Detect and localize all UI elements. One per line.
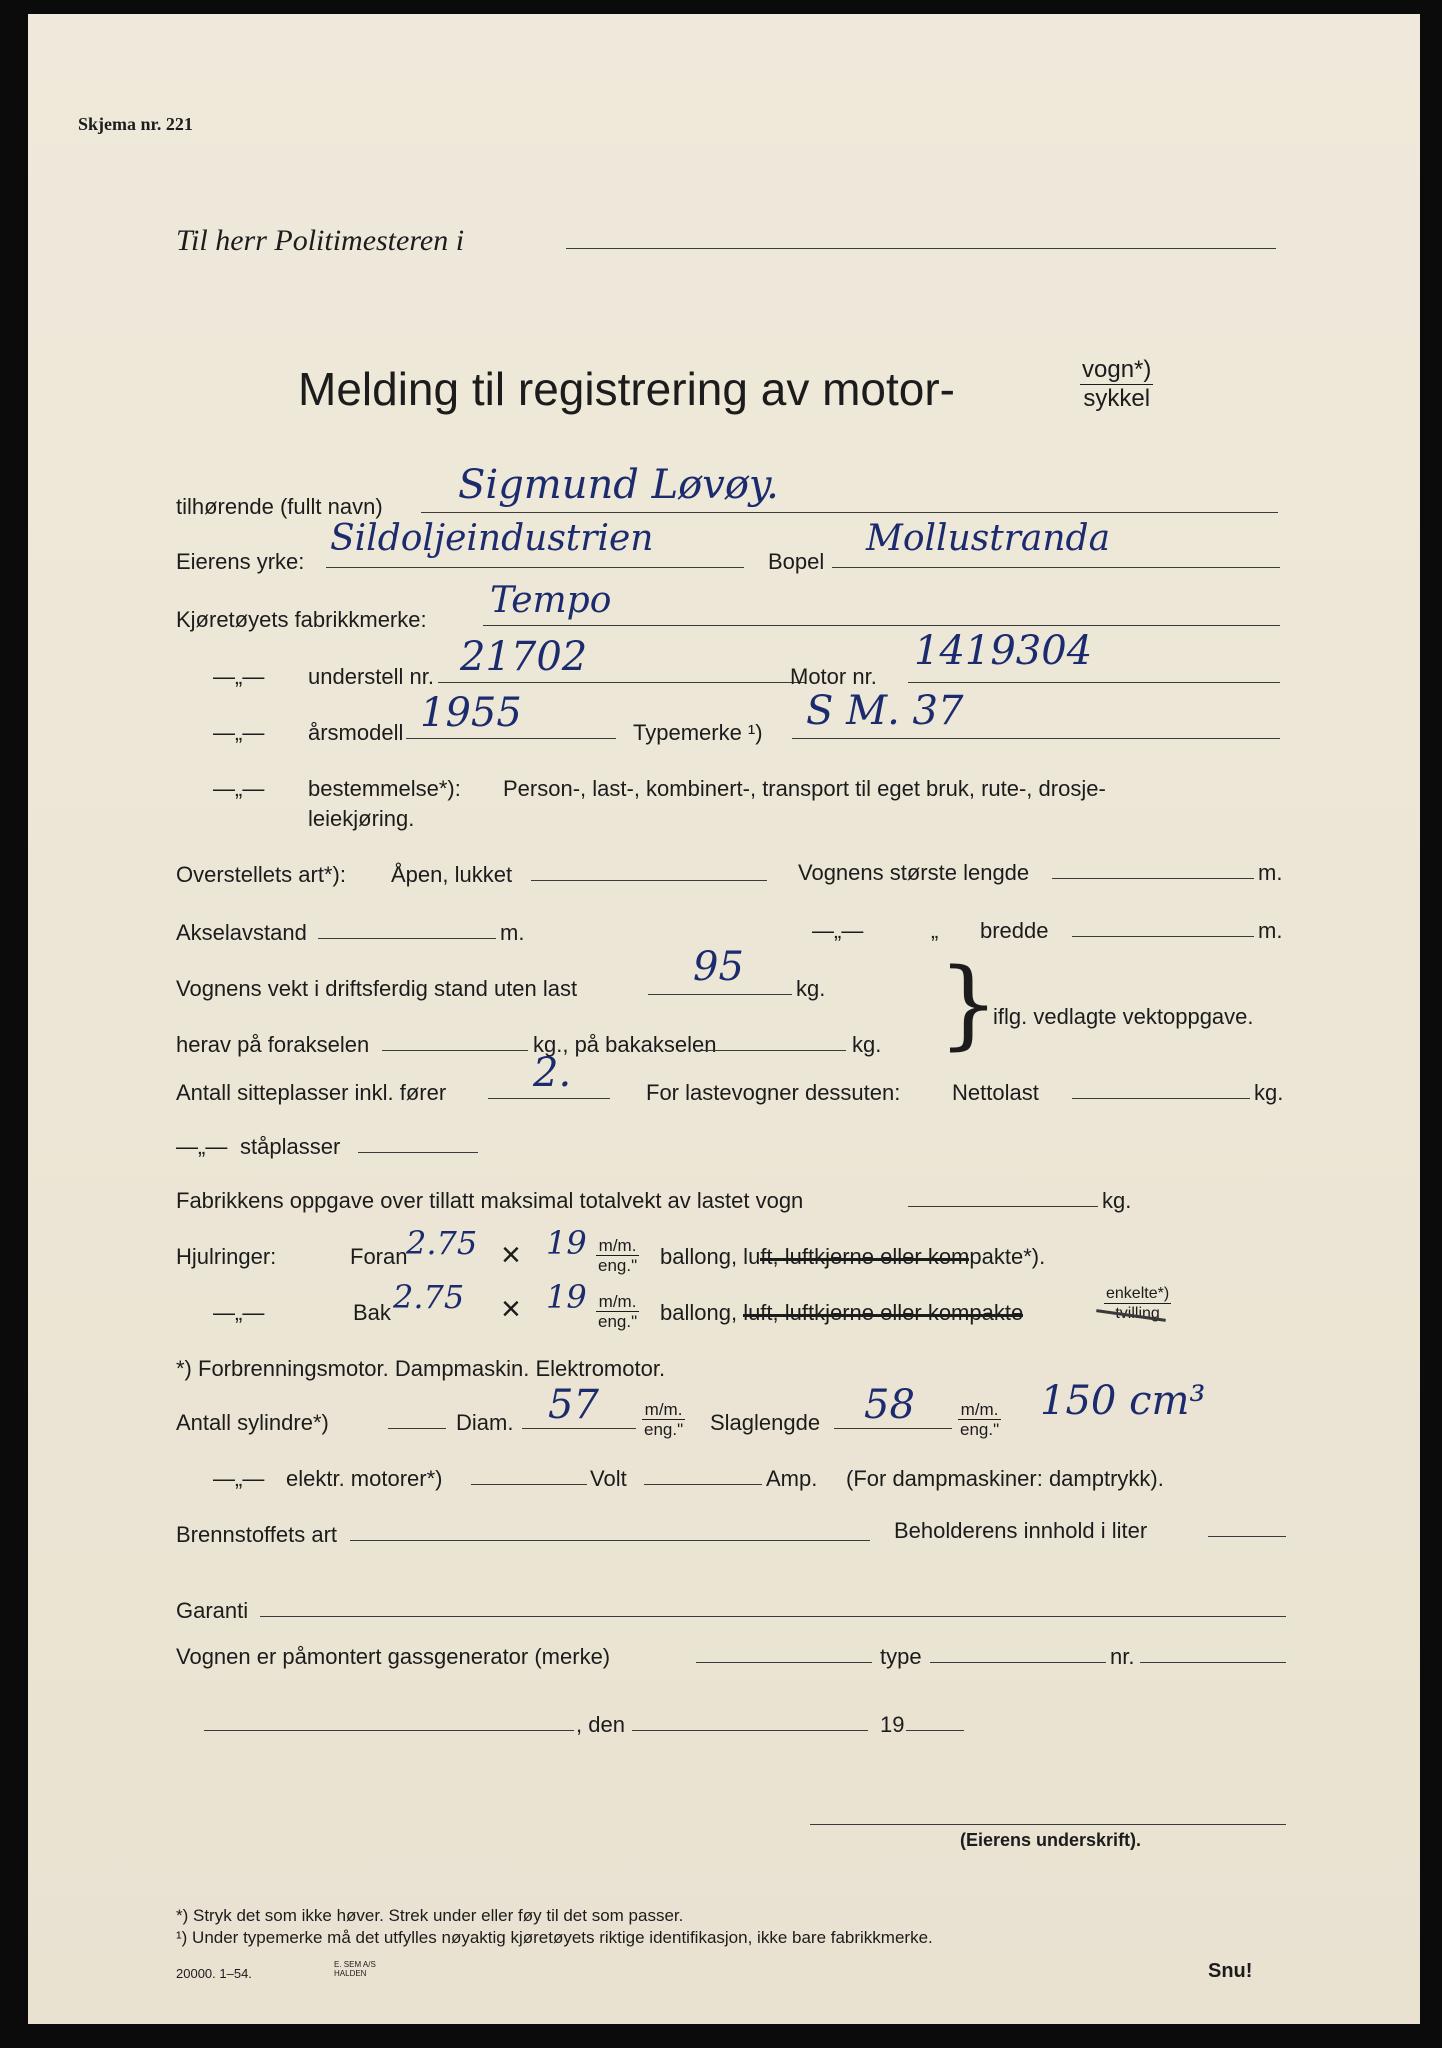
length-line[interactable]	[1052, 878, 1254, 879]
rear-axle-label: kg., på bakakselen	[533, 1032, 717, 1057]
unit-eng: eng."	[644, 1420, 684, 1439]
front-axle-line[interactable]	[382, 1050, 528, 1051]
residence-line[interactable]	[832, 567, 1280, 568]
width-line[interactable]	[1072, 936, 1254, 937]
steam-label: (For dampmaskiner: damptrykk).	[846, 1466, 1164, 1491]
gasgen-line[interactable]	[696, 1662, 872, 1663]
form-number: Skjema nr. 221	[78, 114, 193, 134]
stroke-unit-fraction	[958, 1400, 1001, 1439]
owner-label: tilhørende (fullt navn)	[176, 494, 383, 519]
standing-line[interactable]	[358, 1152, 478, 1153]
stroke-label: Slaglengde	[710, 1410, 821, 1435]
displacement-value: 150 cm³	[1040, 1378, 1206, 1424]
max-weight-unit: kg.	[1102, 1188, 1132, 1213]
type-label: Typemerke ¹)	[633, 720, 763, 745]
rear-axle-line[interactable]	[702, 1050, 846, 1051]
form-paper	[28, 14, 1420, 2024]
ditto-mark: —„—	[213, 664, 265, 689]
date-line[interactable]	[632, 1730, 868, 1731]
times-sign: ×	[501, 1236, 521, 1274]
gasgen-type-line[interactable]	[930, 1662, 1106, 1663]
footnote-2: ¹) Under typemerke må det utfylles nøyaktig kjøretøyets riktige identifikasjon, ikke bare fabrikkmerke.	[176, 1928, 933, 1947]
unit-eng: eng."	[598, 1256, 638, 1275]
body-label: Overstellets art*):	[176, 862, 346, 887]
cyl-label: Antall sylindre*)	[176, 1410, 329, 1435]
wheels-label: Hjulringer:	[176, 1244, 277, 1269]
title-frac-bottom: sykkel	[1083, 385, 1151, 412]
warranty-label: Garanti	[176, 1598, 249, 1623]
make-line[interactable]	[483, 625, 1280, 626]
length-label: Vognens største lengde	[798, 860, 1030, 885]
width-unit: m.	[1258, 918, 1283, 943]
single-label: enkelte*)	[1106, 1285, 1170, 1302]
tyre-text: pakte*).	[969, 1244, 1046, 1269]
diam-label: Diam.	[456, 1410, 514, 1435]
body-line[interactable]	[531, 880, 767, 881]
diam-line[interactable]	[522, 1428, 636, 1429]
standing-label: ståplasser	[240, 1134, 341, 1159]
chassis-value: 21702	[460, 634, 588, 680]
electric-line[interactable]	[471, 1484, 587, 1485]
electric-label: elektr. motorer*)	[286, 1466, 443, 1491]
chassis-line[interactable]	[438, 682, 806, 683]
printer-line-1: E. SEM A/S	[334, 1960, 376, 1969]
occupation-label: Eierens yrke:	[176, 549, 305, 574]
motor-line[interactable]	[908, 682, 1280, 683]
struck-text: ft, luftkjerne eller kom	[760, 1244, 970, 1269]
type-value: S M. 37	[806, 688, 964, 734]
times-sign: ×	[501, 1290, 521, 1328]
tyre-text: ballong,	[660, 1300, 744, 1325]
weight-line[interactable]	[648, 994, 792, 995]
year-value: 1955	[420, 690, 522, 736]
cyl-line[interactable]	[388, 1428, 446, 1429]
unit-mm: m/m.	[596, 1292, 639, 1312]
addressee-label: Til herr Politimesteren i	[176, 224, 465, 257]
ditto-mark: —„—	[176, 1134, 228, 1159]
rear-tyre-type	[660, 1300, 1023, 1326]
motor-value: 1419304	[914, 628, 1093, 674]
residence-value: Mollustranda	[866, 518, 1111, 559]
struck-text: luft, luftkjerne eller kompakte	[743, 1300, 1024, 1325]
occupation-value: Sildoljeindustrien	[330, 518, 654, 559]
fuel-line[interactable]	[350, 1540, 870, 1541]
volt-label: Volt	[590, 1466, 627, 1491]
footnote-1: *) Stryk det som ikke høver. Strek under eller føy til det som passer.	[176, 1906, 684, 1925]
twin-label: tvilling	[1115, 1305, 1160, 1322]
unit-eng: eng."	[598, 1312, 638, 1331]
front-tyre-type	[660, 1244, 1045, 1270]
date-den-label: , den	[576, 1712, 625, 1737]
tyre-text: ballong, lu	[660, 1244, 761, 1269]
place-line[interactable]	[204, 1730, 574, 1731]
ditto-mark: —„—	[213, 1300, 265, 1325]
printer-line-2: HALDEN	[334, 1969, 367, 1978]
printer-info	[334, 1960, 376, 1978]
warranty-line[interactable]	[260, 1616, 1286, 1617]
weight-unit: kg.	[796, 976, 826, 1001]
signature-label: (Eierens underskrift).	[960, 1830, 1142, 1850]
rear-size-b: 19	[546, 1278, 587, 1316]
weight-note: iflg. vedlagte vektoppgave.	[993, 1004, 1254, 1029]
ditto-mark: —„—	[213, 1466, 265, 1491]
year-line[interactable]	[406, 738, 616, 739]
tank-label: Beholderens innhold i liter	[894, 1518, 1148, 1543]
cargo-label: For lastevogner dessuten:	[646, 1080, 901, 1105]
ditto-mark: —„—	[812, 918, 864, 943]
purpose-label: bestemmelse*):	[308, 776, 461, 801]
chassis-label: understell nr.	[308, 664, 434, 689]
purpose-options-cont: leiekjøring.	[308, 806, 415, 831]
max-weight-label: Fabrikkens oppgave over tillatt maksimal totalvekt av lastet vogn	[176, 1188, 804, 1213]
fuel-label: Brennstoffets art	[176, 1522, 338, 1547]
net-load-unit: kg.	[1254, 1080, 1284, 1105]
date-year-label: 19	[880, 1712, 905, 1737]
rear-label: Bak	[353, 1300, 391, 1325]
occupation-line[interactable]	[326, 567, 744, 568]
rear-size-a: 2.75	[393, 1278, 465, 1316]
axle-unit: m.	[500, 920, 525, 945]
signature-line[interactable]	[810, 1824, 1286, 1825]
stroke-value: 58	[864, 1382, 915, 1428]
owner-value: Sigmund Løvøy.	[458, 462, 779, 508]
seats-label: Antall sitteplasser inkl. fører	[176, 1080, 447, 1105]
gasgen-label: Vognen er påmontert gassgenerator (merke)	[176, 1644, 611, 1669]
title-fraction	[1080, 356, 1153, 413]
addressee-line[interactable]	[566, 248, 1276, 249]
print-info: 20000. 1–54.	[176, 1966, 252, 1981]
length-unit: m.	[1258, 860, 1283, 885]
front-size-b: 19	[546, 1224, 587, 1262]
front-label: Foran	[350, 1244, 408, 1269]
residence-label: Bopel	[768, 549, 825, 574]
width-label: bredde	[980, 918, 1049, 943]
front-unit-fraction	[596, 1236, 639, 1275]
weight-brace: }	[938, 948, 1000, 1060]
title-frac-top: vogn*)	[1082, 356, 1152, 383]
tank-line[interactable]	[1208, 1536, 1286, 1537]
motor-label: Motor nr.	[790, 664, 877, 689]
front-axle-label: herav på forakselen	[176, 1032, 370, 1057]
front-size-a: 2.75	[406, 1224, 478, 1262]
turn-over-label: Snu!	[1208, 1960, 1253, 1982]
seats-line[interactable]	[488, 1098, 610, 1099]
max-weight-line[interactable]	[908, 1206, 1098, 1207]
axle-line[interactable]	[318, 938, 496, 939]
unit-mm: m/m.	[596, 1236, 639, 1256]
axle-label: Akselavstand	[176, 920, 307, 945]
purpose-options: Person-, last-, kombinert-, transport til eget bruk, rute-, drosje-	[503, 776, 1106, 801]
weight-label: Vognens vekt i driftsferdig stand uten last	[176, 976, 578, 1001]
ditto-mark: —„—	[213, 720, 265, 745]
owner-line[interactable]	[421, 512, 1278, 513]
type-line[interactable]	[792, 738, 1280, 739]
unit-eng: eng."	[960, 1420, 1000, 1439]
volt-line[interactable]	[644, 1484, 762, 1485]
engine-types: *) Forbrenningsmotor. Dampmaskin. Elektromotor.	[176, 1356, 666, 1381]
unit-mm: m/m.	[958, 1400, 1001, 1420]
make-label: Kjøretøyets fabrikkmerke:	[176, 607, 427, 632]
gasgen-type-label: type	[880, 1644, 922, 1669]
diam-unit-fraction	[642, 1400, 685, 1439]
form-title: Melding til registrering av motor-	[298, 363, 956, 415]
ditto-mark: —„—	[213, 776, 265, 801]
weight-value: 95	[693, 944, 744, 990]
year-label: årsmodell	[308, 720, 404, 745]
year-suffix-line[interactable]	[906, 1730, 964, 1731]
body-options: Åpen, lukket	[391, 862, 513, 887]
make-value: Tempo	[490, 580, 612, 621]
width-quote: „	[931, 918, 939, 943]
amp-label: Amp.	[766, 1466, 818, 1491]
gasgen-nr-line[interactable]	[1140, 1662, 1286, 1663]
rear-unit-fraction	[596, 1292, 639, 1331]
seats-value: 2.	[533, 1050, 572, 1096]
stroke-line[interactable]	[834, 1428, 952, 1429]
rear-axle-unit: kg.	[852, 1032, 882, 1057]
gasgen-nr-label: nr.	[1110, 1644, 1135, 1669]
diam-value: 57	[548, 1382, 599, 1428]
net-load-line[interactable]	[1072, 1098, 1250, 1099]
unit-mm: m/m.	[642, 1400, 685, 1420]
net-load-label: Nettolast	[952, 1080, 1039, 1105]
